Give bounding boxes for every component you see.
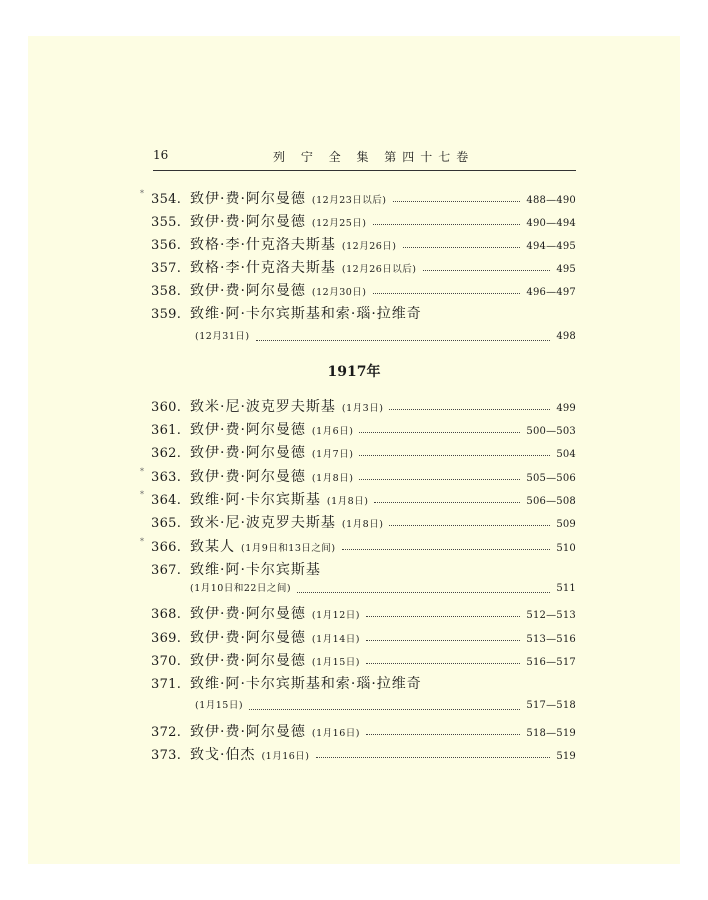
entry-date: (1月12日) (311, 610, 360, 621)
toc-entry-359 (140, 303, 576, 323)
leader-dots (342, 548, 551, 550)
leader-dots (256, 339, 551, 341)
entry-date: (12月26日以后) (341, 264, 417, 275)
asterisk-mark (140, 257, 151, 258)
toc-entry-364 (140, 489, 576, 509)
entry-title: 致戈·伯杰 (190, 747, 256, 763)
leader-dots (403, 246, 521, 248)
asterisk-mark (140, 211, 151, 212)
entry-title: 致格·李·什克洛夫斯基 (190, 237, 336, 253)
entry-date: (1月15日) (311, 657, 360, 668)
leader-dots (366, 662, 520, 664)
entry-number: 357. (151, 261, 182, 276)
entry-title: 致伊·费·阿尔曼德 (190, 724, 306, 740)
entry-number: 362. (151, 446, 182, 461)
asterisk-mark (140, 721, 151, 722)
toc-entry-367 (140, 559, 576, 579)
toc-entry-371-continuation (195, 697, 576, 715)
entry-date: (12月30日) (311, 287, 367, 298)
entry-date: (12月25日) (311, 218, 367, 229)
entry-title: 致伊·费·阿尔曼德 (190, 653, 306, 669)
toc-entry-358 (140, 280, 576, 300)
entry-pages: 516—517 (526, 657, 576, 668)
page-header (153, 148, 576, 171)
entry-number: 364. (151, 493, 182, 508)
leader-dots (359, 478, 520, 480)
entry-date: (12月26日) (341, 241, 397, 252)
entry-title: 致格·李·什克洛夫斯基 (190, 260, 336, 276)
asterisk-mark: * (140, 467, 144, 476)
entry-pages: 505—506 (526, 473, 576, 484)
entry-date: (1月3日) (341, 403, 384, 414)
entry-pages: 512—513 (526, 610, 576, 621)
leader-dots (374, 501, 520, 503)
asterisk-mark (140, 234, 151, 235)
entry-date: (12月23日以后) (311, 195, 387, 206)
asterisk-mark (140, 512, 151, 513)
toc-entry-362 (140, 442, 576, 462)
entry-title: 致维·阿·卡尔宾斯基 (190, 492, 321, 508)
leader-dots (423, 269, 551, 271)
year-heading: 1917年 (327, 364, 381, 380)
leader-dots (393, 200, 521, 202)
entry-number: 358. (151, 284, 182, 299)
entry-pages: 519 (556, 751, 576, 762)
leader-dots (373, 223, 521, 225)
entry-number: 359. (151, 307, 182, 322)
entry-number: 371. (151, 677, 182, 692)
entry-title: 致伊·费·阿尔曼德 (190, 422, 306, 438)
asterisk-mark (140, 603, 151, 604)
entry-title: 致伊·费·阿尔曼德 (190, 191, 306, 207)
toc-entry-367-continuation (190, 580, 576, 598)
entry-number: 369. (151, 631, 182, 646)
entry-title: 致维·阿·卡尔宾斯基和索·瑙·拉维奇 (190, 306, 422, 322)
leader-dots (389, 408, 550, 410)
toc-entry-373 (140, 744, 576, 764)
toc-entry-356 (140, 234, 576, 254)
entry-pages: 509 (556, 519, 576, 530)
entry-number: 373. (151, 748, 182, 763)
asterisk-mark (140, 303, 151, 304)
toc-entry-361 (140, 419, 576, 439)
entry-pages: 518—519 (526, 728, 576, 739)
leader-dots (249, 708, 520, 710)
toc-entry-366 (140, 536, 576, 556)
toc-entry-355 (140, 211, 576, 231)
entry-date: (1月16日) (311, 728, 360, 739)
toc-entry-365 (140, 512, 576, 532)
entry-title: 致伊·费·阿尔曼德 (190, 469, 306, 485)
entry-title: 致米·尼·波克罗夫斯基 (190, 515, 336, 531)
entry-date: (1月16日) (261, 751, 310, 762)
toc-entry-372 (140, 721, 576, 741)
entry-number: 360. (151, 400, 182, 415)
leader-dots (316, 756, 551, 758)
entry-pages: 490—494 (526, 218, 576, 229)
asterisk-mark (140, 744, 151, 745)
entry-title: 致某人 (190, 539, 235, 555)
entry-title: 致伊·费·阿尔曼德 (190, 214, 306, 230)
toc-entry-359-continuation (195, 328, 576, 346)
entry-title: 致维·阿·卡尔宾斯基和索·瑙·拉维奇 (190, 676, 422, 692)
asterisk-mark (140, 419, 151, 420)
entry-pages: 506—508 (526, 496, 576, 507)
asterisk-mark (140, 442, 151, 443)
entry-pages: 494—495 (526, 241, 576, 252)
entry-title: 致伊·费·阿尔曼德 (190, 606, 306, 622)
leader-dots (366, 733, 520, 735)
entry-number: 368. (151, 607, 182, 622)
entry-pages: 495 (556, 264, 576, 275)
entry-date: (1月14日) (311, 634, 360, 645)
entry-number: 356. (151, 238, 182, 253)
asterisk-mark: * (140, 189, 144, 198)
entry-title: 致伊·费·阿尔曼德 (190, 630, 306, 646)
toc-entry-354 (140, 188, 576, 208)
entry-number: 372. (151, 725, 182, 740)
leader-dots (297, 591, 550, 593)
toc-entry-369 (140, 627, 576, 647)
entry-pages: 513—516 (526, 634, 576, 645)
entry-date: (1月8日) (311, 473, 354, 484)
entry-title: 致伊·费·阿尔曼德 (190, 283, 306, 299)
entry-number: 355. (151, 215, 182, 230)
entry-number: 370. (151, 654, 182, 669)
entry-pages: 498 (556, 331, 576, 342)
toc-entry-357 (140, 257, 576, 277)
asterisk-mark: * (140, 490, 144, 499)
entry-date: (1月8日) (326, 496, 369, 507)
leader-dots (366, 615, 520, 617)
toc-entry-370 (140, 650, 576, 670)
entry-date: (1月8日) (341, 519, 384, 530)
entry-number: 367. (151, 563, 182, 578)
toc-entry-360 (140, 396, 576, 416)
entry-pages: 517—518 (526, 700, 576, 711)
entry-date: (1月9日和13日之间) (241, 543, 336, 554)
entry-date: (1月7日) (311, 449, 354, 460)
asterisk-mark (140, 280, 151, 281)
asterisk-mark: * (140, 537, 144, 546)
asterisk-mark (140, 559, 151, 560)
toc-entry-371 (140, 673, 576, 693)
asterisk-mark (140, 627, 151, 628)
entry-pages: 499 (556, 403, 576, 414)
entry-title: 致维·阿·卡尔宾斯基 (190, 562, 321, 578)
entry-date: (1月15日) (195, 700, 244, 711)
entry-date: (1月6日) (311, 426, 354, 437)
entry-number: 361. (151, 423, 182, 438)
entry-pages: 504 (556, 449, 576, 460)
leader-dots (389, 524, 550, 526)
entry-date: (12月31日) (195, 331, 250, 342)
asterisk-mark (140, 396, 151, 397)
entry-date: (1月10日和22日之间) (190, 583, 292, 594)
toc-entry-363 (140, 466, 576, 486)
entry-title: 致米·尼·波克罗夫斯基 (190, 399, 336, 415)
entry-number: 354. (151, 192, 182, 207)
toc-entry-368 (140, 603, 576, 623)
asterisk-mark (140, 673, 151, 674)
asterisk-mark (140, 650, 151, 651)
entry-number: 366. (151, 540, 182, 555)
entry-pages: 500—503 (526, 426, 576, 437)
entry-title: 致伊·费·阿尔曼德 (190, 445, 306, 461)
page-number: 16 (153, 148, 169, 162)
leader-dots (373, 292, 521, 294)
entry-number: 365. (151, 516, 182, 531)
leader-dots (359, 431, 520, 433)
entry-number: 363. (151, 470, 182, 485)
entry-pages: 510 (556, 543, 576, 554)
leader-dots (359, 454, 550, 456)
entry-pages: 511 (556, 583, 576, 594)
running-title: 列 宁 全 集 第四十七卷 (273, 150, 475, 164)
entry-pages: 496—497 (526, 287, 576, 298)
leader-dots (366, 639, 520, 641)
entry-pages: 488—490 (526, 195, 576, 206)
